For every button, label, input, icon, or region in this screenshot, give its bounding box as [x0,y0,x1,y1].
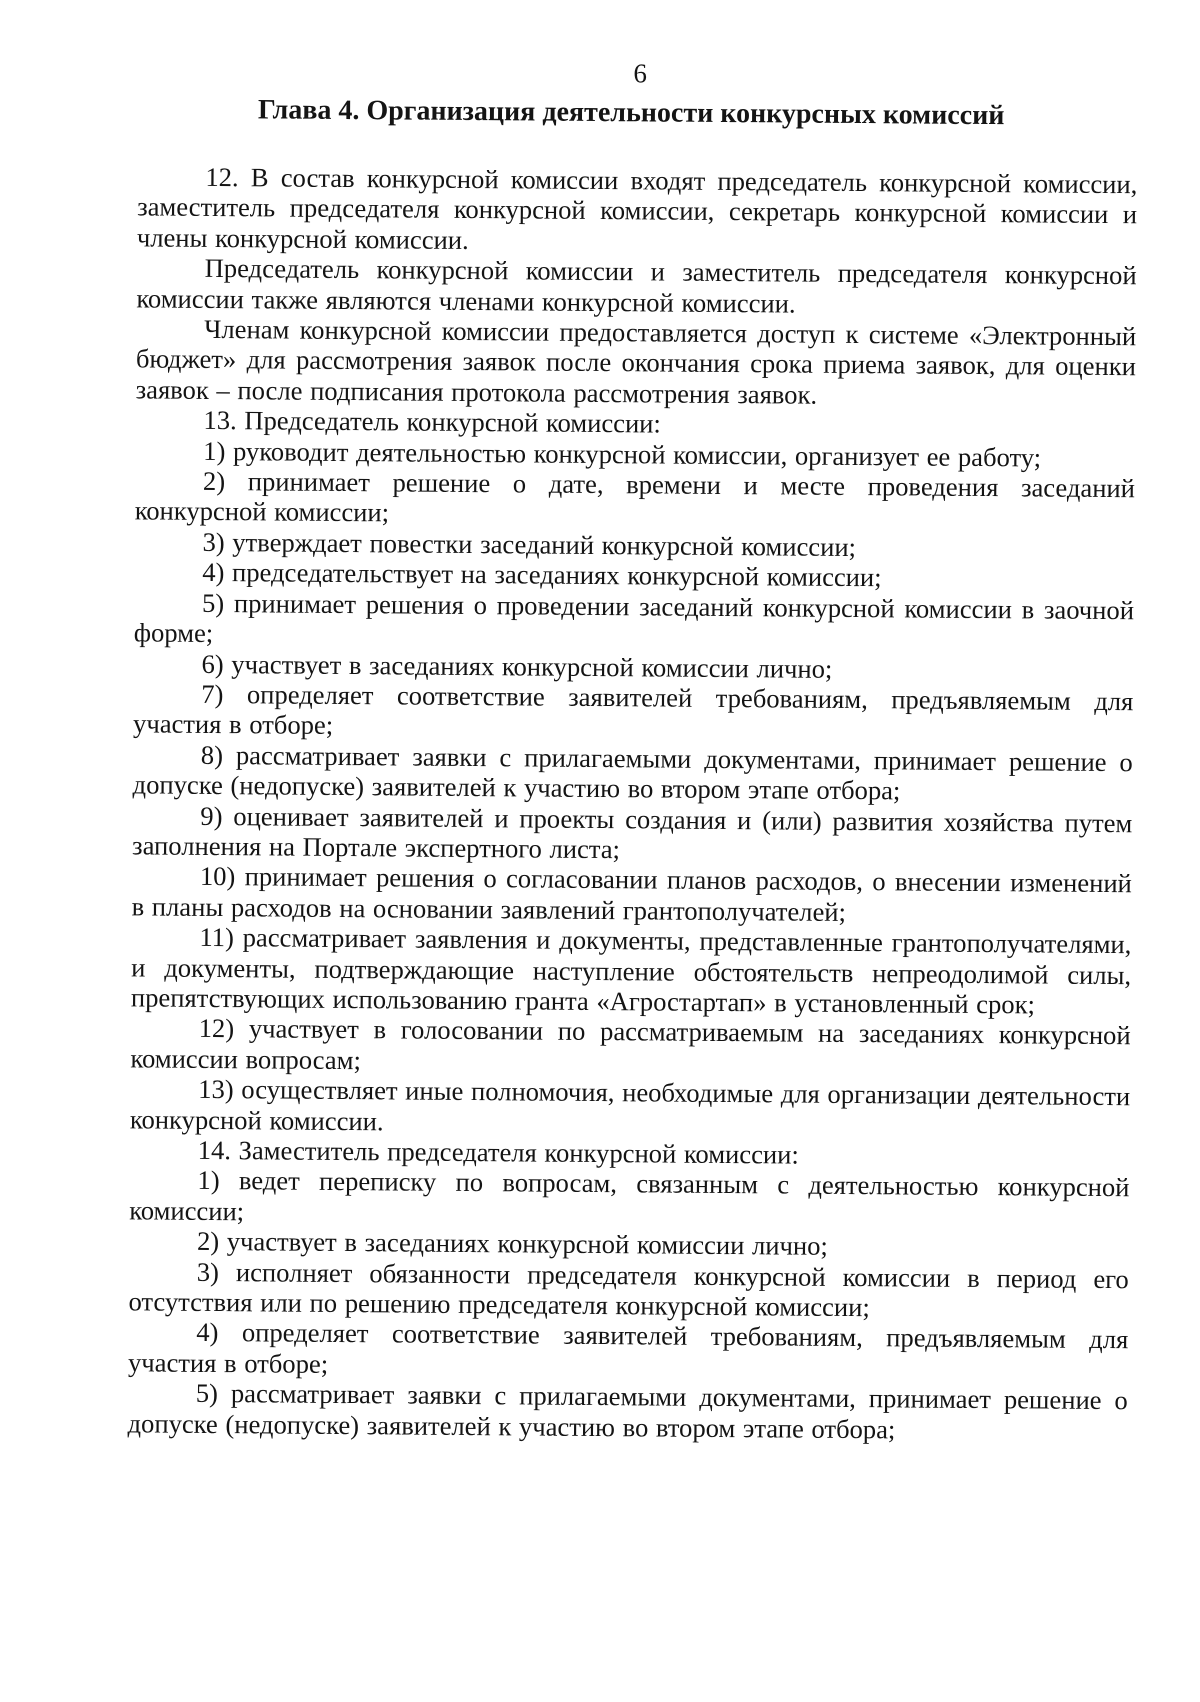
list-item-13-11: 11) рассматривает заявления и документы, представленные грантополучателями, и документы, подтверждающие наступление обстоятельств непреодолимой силы, препятствующих использованию гранта «Агростартап» в установленный срок; [130,922,1132,1020]
list-item-13-9: 9) оценивает заявителей и проекты создания и (или) развития хозяйства путем заполнения на Портале экспертного листа; [132,800,1133,865]
list-item-13-13: 13) осуществляет иные полномочия, необходимые для организации деятельности конкурсной комиссии. [129,1074,1131,1136]
paragraph-12: 12. В состав конкурсной комиссии входят председатель конкурсной комиссии, заместитель председателя конкурсной комиссии, секретарь конкурсной комиссии и члены конкурсной комиссии. [136,161,1138,255]
paragraph-14: 14. Заместитель председателя конкурсной комиссии: [197,1134,799,1170]
list-item-13-1: 1) руководит деятельностью конкурсной комиссии, организует ее работу; [203,435,1042,473]
list-item-13-4: 4) председательствует на заседаниях конкурсной комиссии; [202,557,882,593]
chapter-title: Глава 4. Организация деятельности конкурсных комиссий [257,94,1005,132]
list-item-13-7: 7) определяет соответствие заявителей требованиям, предъявляемым для участия в отборе; [132,678,1134,741]
paragraph-chairman-member: Председатель конкурсной комиссии и заместитель председателя конкурсной комиссии также являются членами конкурсной комиссии. [136,253,1137,319]
list-item-13-10: 10) принимает решения о согласовании планов расходов, о внесении изменений в планы расходов на основании заявлений грантополучателей; [131,861,1132,927]
list-item-13-2: 2) принимает решение о дате, времени и месте проведения заседаний конкурсной комиссии; [134,465,1136,528]
list-item-14-5: 5) рассматривает заявки с прилагаемыми документами, принимает решение о допуске (недопуске) заявителей к участию во втором этапе отбора; [127,1378,1128,1445]
list-item-13-3: 3) утверждает повестки заседаний конкурсной комиссии; [202,526,857,562]
list-item-13-6: 6) участвует в заседаниях конкурсной комиссии лично; [201,648,833,684]
document-body [127,161,1137,1446]
list-item-13-12: 12) участвует в голосовании по рассматриваемым на заседаниях конкурсной комиссии вопросам; [130,1013,1131,1075]
paragraph-access: Членам конкурсной комиссии предоставляется доступ к системе «Электронный бюджет» для рассмотрения заявок после окончания срока приема заявок, для оценки заявок – после подписания протокола рассмотрения заявок. [135,313,1137,410]
list-item-14-1: 1) ведет переписку по вопросам, связанным с деятельностью конкурсной комиссии; [129,1165,1130,1227]
page-number: 6 [633,58,648,89]
paragraph-13: 13. Председатель конкурсной комиссии: [203,405,661,439]
list-item-13-8: 8) рассматривает заявки с прилагаемыми документами, принимает решение о допуске (недопуске) заявителей к участию во втором этапе отбора; [132,739,1133,806]
list-item-13-5: 5) принимает решения о проведении заседаний конкурсной комиссии в заочной форме; [133,587,1135,649]
list-item-14-2: 2) участвует в заседаниях конкурсной комиссии лично; [196,1226,828,1262]
list-item-14-4: 4) определяет соответствие заявителей требованиям, предъявляемым для участия в отборе; [127,1317,1129,1379]
list-item-14-3: 3) исполняет обязанности председателя конкурсной комиссии в период его отсутствия или по решению председателя конкурсной комиссии; [128,1256,1129,1323]
